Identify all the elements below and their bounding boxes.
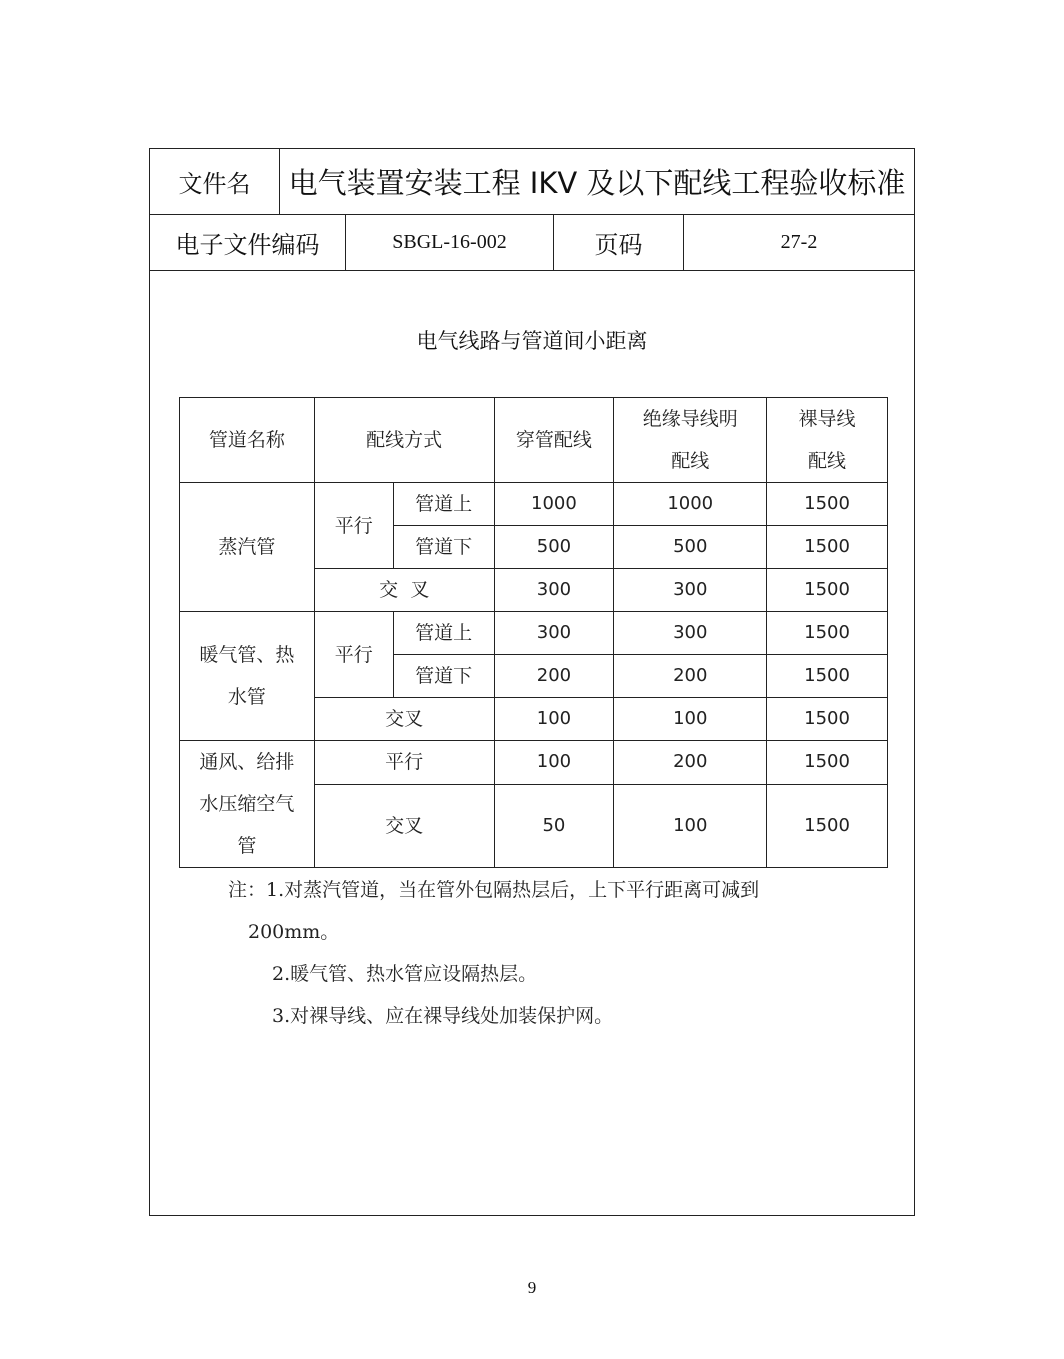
heating-cross-conduit: 100 bbox=[494, 698, 614, 741]
steam-below-insulated: 500 bbox=[614, 526, 767, 569]
code-row bbox=[150, 215, 914, 271]
steam-above-insulated: 1000 bbox=[614, 483, 767, 526]
heating-below-insulated: 200 bbox=[614, 655, 767, 698]
steam-above-conduit: 1000 bbox=[494, 483, 614, 526]
header-bare-line1: 裸导线 bbox=[798, 408, 856, 430]
ventilation-parallel-insulated: 200 bbox=[614, 741, 767, 785]
steam-cross-insulated: 300 bbox=[614, 569, 767, 612]
ventilation-parallel-bare: 1500 bbox=[767, 741, 888, 785]
heating-parallel: 平行 bbox=[314, 612, 393, 698]
document-frame bbox=[149, 148, 915, 1216]
heating-cross-insulated: 100 bbox=[614, 698, 767, 741]
page-number: 9 bbox=[527, 1278, 537, 1297]
notes bbox=[228, 873, 759, 1041]
ventilation-pipe-name-line1: 通风、给排 bbox=[199, 751, 295, 773]
page-value: 27-2 bbox=[780, 231, 818, 253]
ventilation-cross-conduit: 50 bbox=[494, 784, 614, 867]
heating-below-bare: 1500 bbox=[767, 655, 888, 698]
steam-below-conduit: 500 bbox=[494, 526, 614, 569]
steam-parallel: 平行 bbox=[314, 483, 393, 569]
file-name-value: 电气装置安装工程 IKV 及以下配线工程验收标准 bbox=[288, 166, 906, 200]
ventilation-parallel-conduit: 100 bbox=[494, 741, 614, 785]
header-method: 配线方式 bbox=[314, 398, 494, 483]
header-conduit: 穿管配线 bbox=[494, 398, 614, 483]
steam-above: 管道上 bbox=[393, 483, 494, 526]
code-label: 电子文件编码 bbox=[150, 215, 346, 270]
table-row bbox=[180, 741, 888, 785]
heating-above: 管道上 bbox=[393, 612, 494, 655]
header-bare-line2: 配线 bbox=[808, 450, 847, 472]
steam-above-bare: 1500 bbox=[767, 483, 888, 526]
distance-table bbox=[179, 397, 888, 868]
heating-above-bare: 1500 bbox=[767, 612, 888, 655]
steam-cross-bare: 1500 bbox=[767, 569, 888, 612]
steam-below: 管道下 bbox=[393, 526, 494, 569]
table-header-row bbox=[180, 398, 888, 483]
note-2: 2.暖气管、热水管应设隔热层。 bbox=[272, 963, 538, 985]
heating-below: 管道下 bbox=[393, 655, 494, 698]
header-insulated bbox=[614, 398, 767, 483]
steam-below-bare: 1500 bbox=[767, 526, 888, 569]
note-1: 注：1.对蒸汽管道，当在管外包隔热层后，上下平行距离可减到 bbox=[228, 879, 760, 901]
steam-pipe-name: 蒸汽管 bbox=[180, 483, 315, 612]
ventilation-cross-insulated: 100 bbox=[614, 784, 767, 867]
file-name-row bbox=[150, 149, 914, 215]
heating-above-conduit: 300 bbox=[494, 612, 614, 655]
ventilation-cross: 交叉 bbox=[314, 784, 494, 867]
heating-pipe-name bbox=[180, 612, 315, 741]
header-pipe-name: 管道名称 bbox=[180, 398, 315, 483]
note-3: 3.对裸导线、应在裸导线处加装保护网。 bbox=[272, 1005, 614, 1027]
header-insulated-line1: 绝缘导线明 bbox=[642, 408, 738, 430]
ventilation-pipe-name bbox=[180, 741, 315, 868]
heating-cross: 交叉 bbox=[314, 698, 494, 741]
file-name-label: 文件名 bbox=[150, 149, 280, 214]
ventilation-cross-bare: 1500 bbox=[767, 784, 888, 867]
heating-cross-bare: 1500 bbox=[767, 698, 888, 741]
note-1-continued: 200mm。 bbox=[248, 921, 340, 943]
steam-cross-conduit: 300 bbox=[494, 569, 614, 612]
ventilation-pipe-name-line3: 管 bbox=[237, 835, 257, 857]
header-insulated-line2: 配线 bbox=[671, 450, 710, 472]
heating-below-conduit: 200 bbox=[494, 655, 614, 698]
heating-pipe-name-line1: 暖气管、热 bbox=[199, 644, 295, 666]
ventilation-pipe-name-line2: 水压缩空气 bbox=[199, 793, 295, 815]
header-bare bbox=[767, 398, 888, 483]
code-value: SBGL-16-002 bbox=[346, 215, 554, 270]
steam-cross: 交 叉 bbox=[314, 569, 494, 612]
table-row bbox=[180, 483, 888, 526]
table-row bbox=[180, 612, 888, 655]
ventilation-parallel: 平行 bbox=[314, 741, 494, 785]
table-title: 电气线路与管道间小距离 bbox=[416, 329, 648, 353]
heating-pipe-name-line2: 水管 bbox=[227, 686, 266, 708]
heating-above-insulated: 300 bbox=[614, 612, 767, 655]
page-label: 页码 bbox=[554, 215, 684, 270]
